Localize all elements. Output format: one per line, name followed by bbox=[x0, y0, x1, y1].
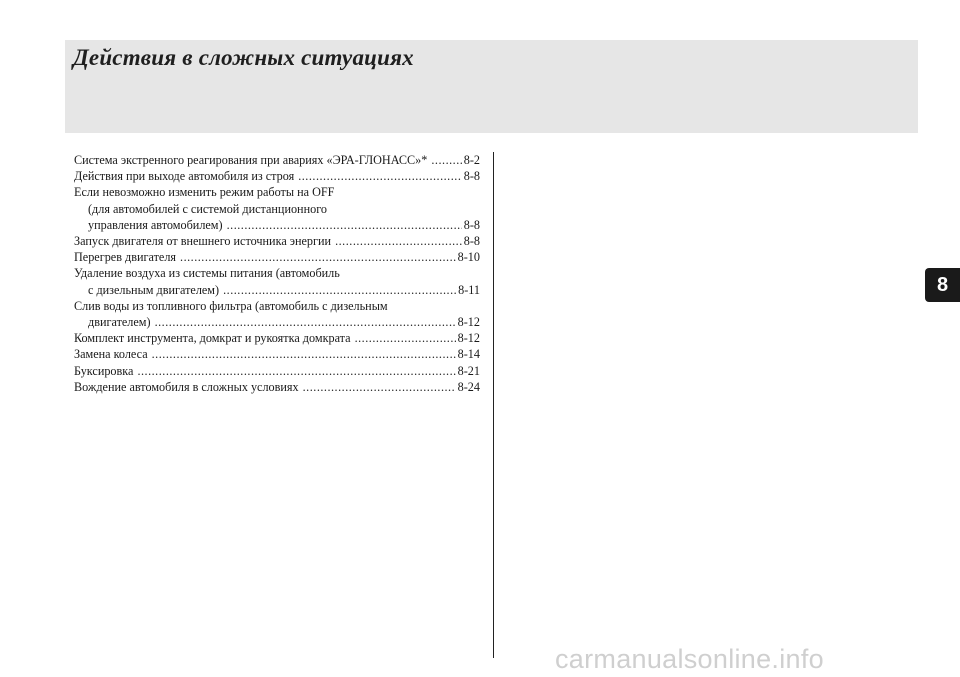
toc-leader-dots bbox=[180, 249, 456, 265]
toc-entry-text: Удаление воздуха из системы питания (автомобиль bbox=[74, 266, 340, 281]
toc-entry[interactable] bbox=[74, 346, 480, 362]
chapter-tab[interactable] bbox=[925, 268, 960, 302]
toc-page-number: 8-12 bbox=[457, 331, 480, 346]
chapter-title: Действия в сложных ситуациях bbox=[73, 45, 414, 70]
toc-entry-line bbox=[74, 346, 480, 362]
toc-page-number: 8-8 bbox=[463, 169, 480, 184]
toc-entry[interactable] bbox=[74, 168, 480, 184]
toc-entry[interactable] bbox=[74, 184, 480, 233]
toc-entry-text: Слив воды из топливного фильтра (автомобиль с дизельным bbox=[74, 298, 388, 313]
toc-leader-dots bbox=[227, 217, 462, 233]
toc-entry-text: Действия при выходе автомобиля из строя bbox=[74, 169, 295, 184]
toc-page-number: 8-8 bbox=[463, 217, 480, 232]
toc-leader-dots bbox=[298, 168, 462, 184]
toc-leader-dots bbox=[303, 379, 456, 395]
toc-entry-text: Вождение автомобиля в сложных условиях bbox=[74, 379, 299, 394]
toc-page-number: 8-12 bbox=[457, 315, 480, 330]
toc-entry-line bbox=[74, 249, 480, 265]
toc-leader-dots bbox=[335, 233, 462, 249]
chapter-tab-number: 8 bbox=[936, 273, 949, 296]
toc-leader-dots bbox=[431, 152, 461, 168]
toc-entry-text: Буксировка bbox=[74, 363, 134, 378]
toc-entry-line bbox=[74, 184, 480, 200]
table-of-contents bbox=[74, 152, 480, 395]
toc-entry[interactable] bbox=[74, 379, 480, 395]
toc-entry-text: с дизельным двигателем) bbox=[88, 282, 220, 297]
toc-entry-line bbox=[74, 168, 480, 184]
toc-leader-dots bbox=[155, 314, 456, 330]
toc-entry-text: двигателем) bbox=[88, 315, 151, 330]
toc-leader-dots bbox=[137, 363, 455, 379]
toc-page-number: 8-14 bbox=[457, 347, 480, 362]
toc-entry-line bbox=[74, 379, 480, 395]
toc-entry-line bbox=[74, 265, 480, 281]
toc-entry-line bbox=[74, 233, 480, 249]
toc-entry[interactable] bbox=[74, 363, 480, 379]
toc-entry-line bbox=[74, 217, 480, 233]
toc-page-number: 8-2 bbox=[463, 153, 480, 167]
toc-entry-line bbox=[74, 363, 480, 379]
toc-entry[interactable] bbox=[74, 265, 480, 297]
toc-page-number: 8-10 bbox=[457, 250, 480, 265]
toc-entry-line bbox=[74, 314, 480, 330]
chapter-header-band bbox=[65, 40, 918, 133]
toc-entry-line bbox=[74, 201, 480, 217]
toc-entry-line bbox=[74, 330, 480, 346]
toc-entry[interactable] bbox=[74, 152, 480, 168]
toc-entry[interactable] bbox=[74, 330, 480, 346]
toc-leader-dots bbox=[355, 330, 456, 346]
toc-entry-text: Запуск двигателя от внешнего источника энергии bbox=[74, 234, 332, 249]
toc-entry-line bbox=[74, 298, 480, 314]
watermark: carmanualsonline.info bbox=[555, 644, 824, 674]
toc-page-number: 8-8 bbox=[463, 234, 480, 249]
toc-entry-text: Комплект инструмента, домкрат и рукоятка домкрата bbox=[74, 331, 351, 346]
toc-page-number: 8-11 bbox=[458, 282, 480, 297]
toc-leader-dots bbox=[223, 282, 456, 298]
toc-entry-text: Перегрев двигателя bbox=[74, 250, 177, 265]
toc-entry-line bbox=[74, 152, 480, 168]
toc-entry-text: управления автомобилем) bbox=[88, 217, 223, 232]
toc-entry-text: (для автомобилей с системой дистанционного bbox=[88, 201, 327, 216]
toc-page-number: 8-21 bbox=[457, 363, 480, 378]
toc-entry-text: Система экстренного реагирования при авариях «ЭРА-ГЛОНАСС»* bbox=[74, 153, 428, 167]
toc-page-number: 8-24 bbox=[457, 379, 480, 394]
toc-entry-text: Замена колеса bbox=[74, 347, 148, 362]
toc-entry[interactable] bbox=[74, 249, 480, 265]
toc-entry[interactable] bbox=[74, 298, 480, 330]
toc-entry[interactable] bbox=[74, 233, 480, 249]
column-divider bbox=[493, 152, 494, 658]
toc-entry-line bbox=[74, 282, 480, 298]
toc-entry-text: Если невозможно изменить режим работы на OFF bbox=[74, 185, 335, 200]
toc-leader-dots bbox=[152, 346, 456, 362]
